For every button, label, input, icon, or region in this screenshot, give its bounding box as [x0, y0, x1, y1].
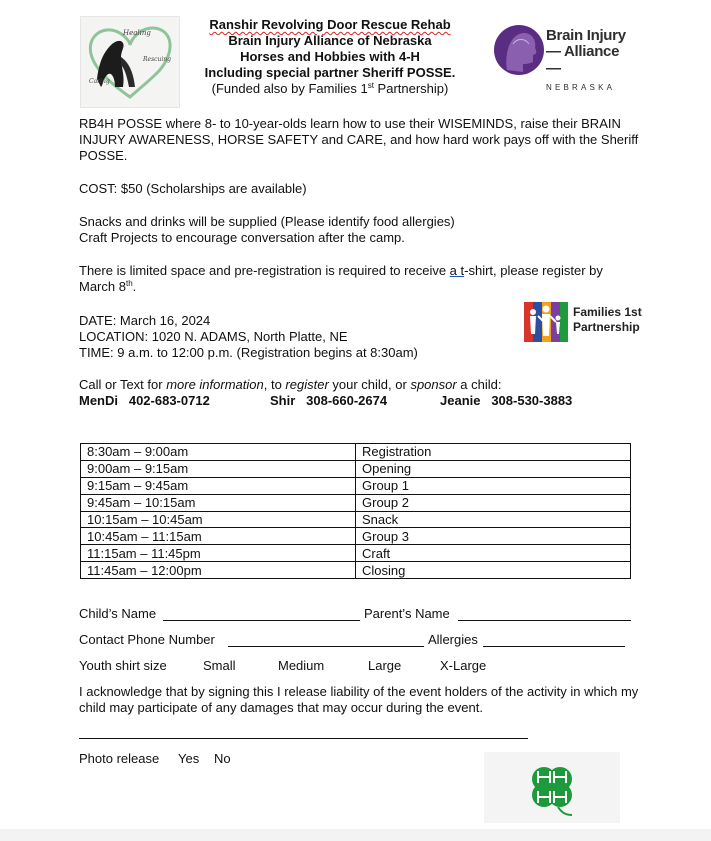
- child-name-label: Child’s Name: [79, 606, 157, 621]
- header-line-4: Including special partner Sheriff POSSE.: [204, 65, 456, 80]
- size-option-small[interactable]: Small: [203, 658, 236, 673]
- allergies-label: Allergies: [428, 632, 478, 647]
- photo-release-yes[interactable]: Yes: [178, 751, 200, 766]
- intro-paragraph: RB4H POSSE where 8- to 10-year-olds learn how to use their WISEMINDS, raise their BRAIN INJURY AWARENESS, HORSE SAFETY and CARE, and how hard work pays off with the Sheriff POSSE.: [79, 116, 639, 163]
- photo-release-label: Photo release: [79, 751, 160, 766]
- contact-jeanie: Jeanie 308-530-3883: [440, 393, 573, 408]
- child-name-field[interactable]: [163, 608, 360, 621]
- svg-text:Caring: Caring: [89, 78, 110, 85]
- ranshir-rescue-logo: [80, 16, 180, 108]
- contact-phone-field[interactable]: [228, 634, 424, 647]
- size-option-xlarge[interactable]: X-Large: [440, 658, 487, 673]
- header-line-2: Brain Injury Alliance of Nebraska: [228, 33, 432, 48]
- table-row: 9:45am – 10:15am Group 2: [81, 494, 631, 511]
- families-first-partnership-logo: [522, 300, 642, 344]
- svg-text:Healing: Healing: [123, 29, 151, 37]
- event-date: DATE: March 16, 2024: [79, 313, 211, 328]
- event-time: TIME: 9 a.m. to 12:00 p.m. (Registration begins at 8:30am): [79, 345, 418, 360]
- family-figures-icon: [522, 300, 570, 344]
- parent-name-label: Parent’s Name: [364, 606, 450, 621]
- shirt-size-label: Youth shirt size: [79, 658, 167, 673]
- four-h-logo: [484, 752, 620, 823]
- table-row: 10:15am – 10:45am Snack: [81, 511, 631, 528]
- event-location: LOCATION: 1020 N. ADAMS, North Platte, NE: [79, 329, 348, 344]
- header-line-1: Ranshir Revolving Door Rescue Rehab: [209, 17, 451, 32]
- size-option-medium[interactable]: Medium: [278, 658, 325, 673]
- table-row: 11:45am – 12:00pm Closing: [81, 562, 631, 579]
- flyer-header: [180, 17, 480, 97]
- four-h-clover-icon: [484, 752, 620, 823]
- allergies-field[interactable]: [483, 634, 625, 647]
- table-row: 8:30am – 9:00am Registration: [81, 444, 631, 461]
- snacks-line: Snacks and drinks will be supplied (Please identify food allergies): [79, 214, 455, 229]
- table-row: 11:15am – 11:45pm Craft: [81, 545, 631, 562]
- craft-line: Craft Projects to encourage conversation after the camp.: [79, 230, 405, 245]
- svg-text:Rescuing: Rescuing: [143, 56, 171, 63]
- table-row: 10:45am – 11:15am Group 3: [81, 528, 631, 545]
- contact-mendi: MenDi 402-683-0712: [79, 393, 210, 408]
- heart-horse-icon: [81, 17, 179, 107]
- brain-injury-alliance-logo: [493, 18, 633, 92]
- schedule-table: [80, 443, 631, 579]
- bia-wordmark: Brain Injury — Alliance — NEBRASKA: [546, 27, 626, 92]
- table-row: 9:15am – 9:45am Group 1: [81, 477, 631, 494]
- cost-line: COST: $50 (Scholarships are available): [79, 181, 307, 196]
- contact-shir: Shir 308-660-2674: [270, 393, 388, 408]
- photo-release-no[interactable]: No: [214, 751, 231, 766]
- families-wordmark: Families 1st Partnership: [573, 305, 642, 334]
- parent-name-field[interactable]: [458, 608, 631, 621]
- contact-phone-label: Contact Phone Number: [79, 632, 215, 647]
- table-row: 9:00am – 9:15am Opening: [81, 460, 631, 477]
- call-to-action: Call or Text for more information, to register your child, or sponsor a child:: [79, 377, 502, 392]
- purple-profile-icon: [493, 18, 545, 84]
- header-line-5: (Funded also by Families 1st Partnership): [211, 81, 449, 96]
- signature-line[interactable]: [79, 738, 528, 739]
- liability-acknowledgement: I acknowledge that by signing this I release liability of the event holders of the activity in which my child may participate of any damages that may occur during the event.: [79, 684, 639, 715]
- size-option-large[interactable]: Large: [368, 658, 402, 673]
- registration-paragraph: There is limited space and pre-registration is required to receive a t-shirt, please register by March 8th.: [79, 263, 603, 294]
- header-line-3: Horses and Hobbies with 4-H: [240, 49, 420, 64]
